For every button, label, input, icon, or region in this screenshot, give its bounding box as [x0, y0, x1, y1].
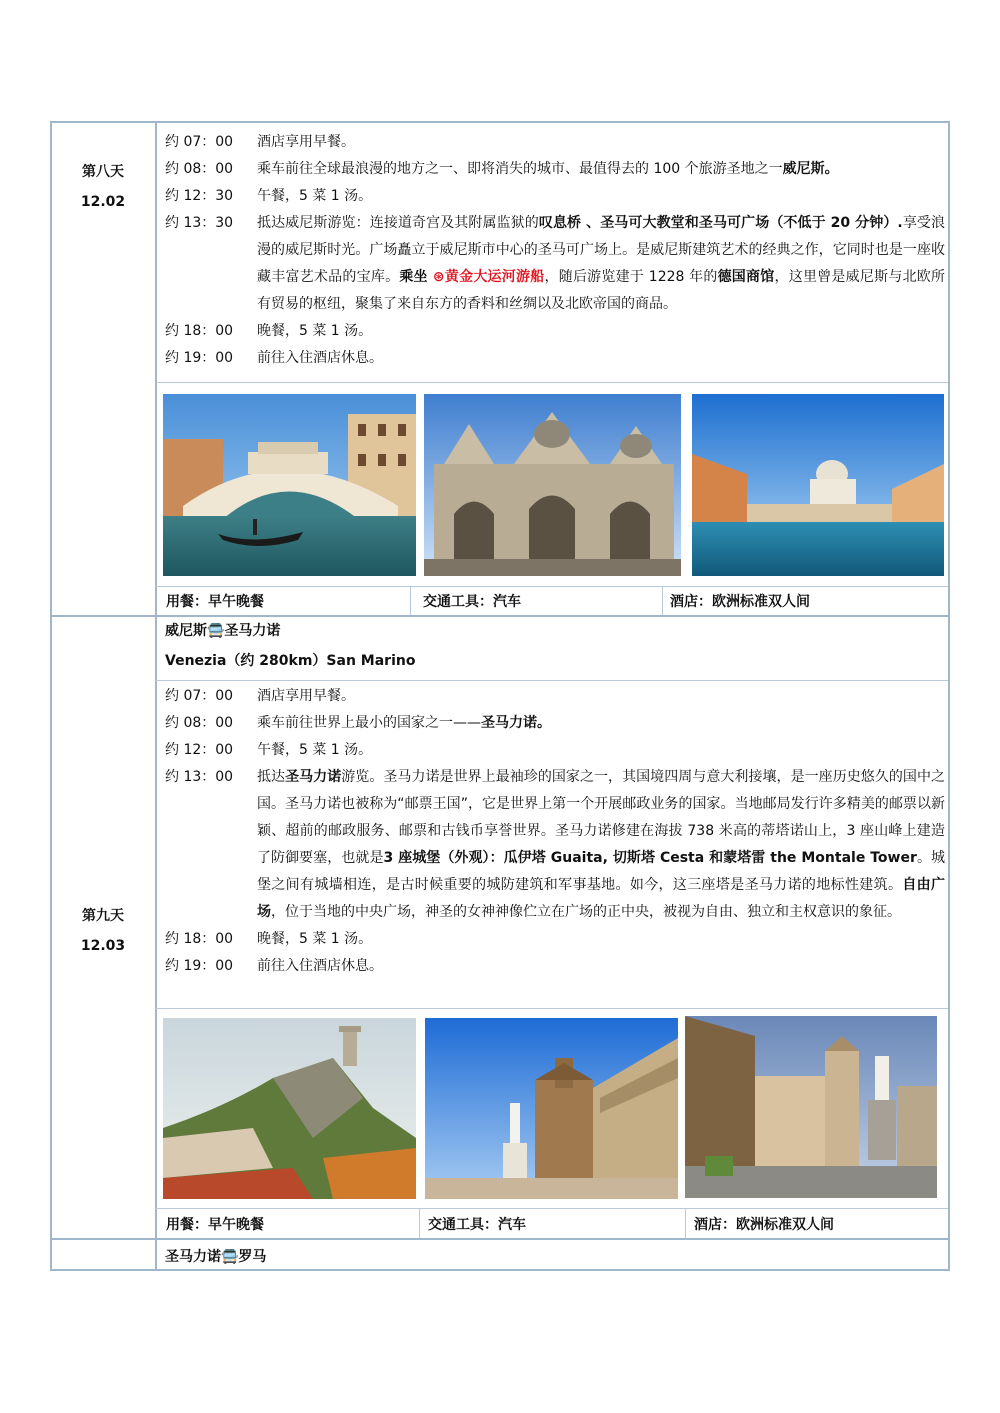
schedule-row: 约 07：00 酒店享用早餐。 — [165, 134, 355, 150]
day9-label: 第九天 — [82, 908, 124, 924]
san-marino-fortress-photo — [163, 1018, 416, 1199]
schedule-row: 约 08：00 乘车前往世界上最小的国家之一——圣马力诺。 — [165, 715, 551, 731]
day9-date: 12.03 — [80, 938, 126, 954]
day8-meals: 用餐：早午晚餐 — [166, 594, 264, 610]
schedule-row: 约 07：00 酒店享用早餐。 — [165, 688, 355, 704]
schedule-row: 约 12：00 午餐，5 菜 1 汤。 — [165, 742, 373, 758]
venice-rialto-photo — [163, 394, 416, 576]
day8-transport: 交通工具：汽车 — [423, 594, 521, 610]
schedule-row: 约 19：00 前往入住酒店休息。 — [165, 958, 383, 974]
day10-route-cn: 圣马力诺🚍罗马 — [165, 1249, 267, 1265]
schedule-row: 约 18：00 晚餐，5 菜 1 汤。 — [165, 931, 373, 947]
st-marks-basilica-photo — [424, 394, 681, 576]
day-separator — [50, 615, 950, 617]
day9-meals: 用餐：早午晚餐 — [166, 1217, 264, 1233]
day9-route-en: Venezia（约 280km）San Marino — [165, 653, 416, 669]
schedule-row: 约 13：30 抵达威尼斯游览：连接道奇宫及其附属监狱的叹息桥 、圣马可大教堂和圣马可广场（不低于 20 分钟）.享受浪漫的威尼斯时光。广场矗立于威尼斯市中心的圣马可广场上。是威尼斯建筑艺术的经典之作，它同时也是一座收藏丰富艺术品的宝库。乘坐 ⊛黄金大运河游船，随后游览建于 1228 年的德国商馆，这里曾是威尼斯与北欧所有贸易的枢纽，聚集了来自东方的香料和丝绸以及北欧帝国的商品。 — [165, 215, 946, 312]
divider — [419, 1209, 420, 1238]
day9-transport: 交通工具：汽车 — [428, 1217, 526, 1233]
schedule-row: 约 08：00 乘车前往全球最浪漫的地方之一、即将消失的城市、最值得去的 100 个旅游圣地之一威尼斯。 — [165, 161, 839, 177]
divider — [156, 680, 948, 681]
divider — [662, 587, 663, 615]
table-bottom-border — [50, 1269, 950, 1271]
day8-date: 12.02 — [80, 194, 126, 210]
day9-hotel: 酒店：欧洲标准双人间 — [694, 1217, 834, 1233]
divider — [685, 1209, 686, 1238]
divider — [156, 382, 948, 383]
divider — [156, 1008, 948, 1009]
divider — [156, 586, 948, 587]
day8-label: 第八天 — [82, 164, 124, 180]
palazzo-pubblico-photo — [425, 1018, 678, 1199]
table-left-border — [50, 121, 52, 1271]
day9-schedule — [165, 683, 945, 980]
table-top-border — [50, 121, 950, 123]
day-separator — [50, 1238, 950, 1240]
schedule-row: 约 18：00 晚餐，5 菜 1 汤。 — [165, 323, 373, 339]
schedule-row: 约 19：00 前往入住酒店休息。 — [165, 350, 383, 366]
piazza-liberta-photo — [685, 1016, 937, 1198]
divider — [410, 587, 411, 615]
grand-canal-photo — [692, 394, 944, 576]
column-divider — [155, 121, 157, 1271]
schedule-row: 约 13：00 抵达圣马力诺游览。圣马力诺是世界上最袖珍的国家之一，其国境四周与意大利接壤，是一座历史悠久的国中之国。圣马力诺也被称为“邮票王国”，它是世界上第一个开展邮政业务的国家。当地邮局发行许多精美的邮票以新颖、超前的邮政服务、邮票和古钱币享誉世界。圣马力诺修建在海拔 738 米高的蒂塔诺山上，3 座山峰上建造了防御要塞，也就是3 座城堡（外观）：瓜伊塔 Guaita, 切斯塔 Cesta 和蒙塔雷 the Montale Tower。城堡之间有城墙相连，是古时候重要的城防建筑和军事基地。如今，这三座塔是圣马力诺的地标性建筑。自由广场，位于当地的中央广场，神圣的女神神像伫立在广场的正中央，被视为自由、独立和主权意识的象征。 — [165, 769, 946, 920]
schedule-row: 约 12：30 午餐，5 菜 1 汤。 — [165, 188, 373, 204]
day8-schedule — [165, 129, 945, 372]
table-right-border — [948, 121, 950, 1271]
cruise-highlight: ⊛黄金大运河游船 — [432, 269, 545, 285]
day8-hotel: 酒店：欧洲标准双人间 — [670, 594, 810, 610]
day9-route-cn: 威尼斯🚍圣马力诺 — [165, 623, 281, 639]
divider — [156, 1208, 948, 1209]
